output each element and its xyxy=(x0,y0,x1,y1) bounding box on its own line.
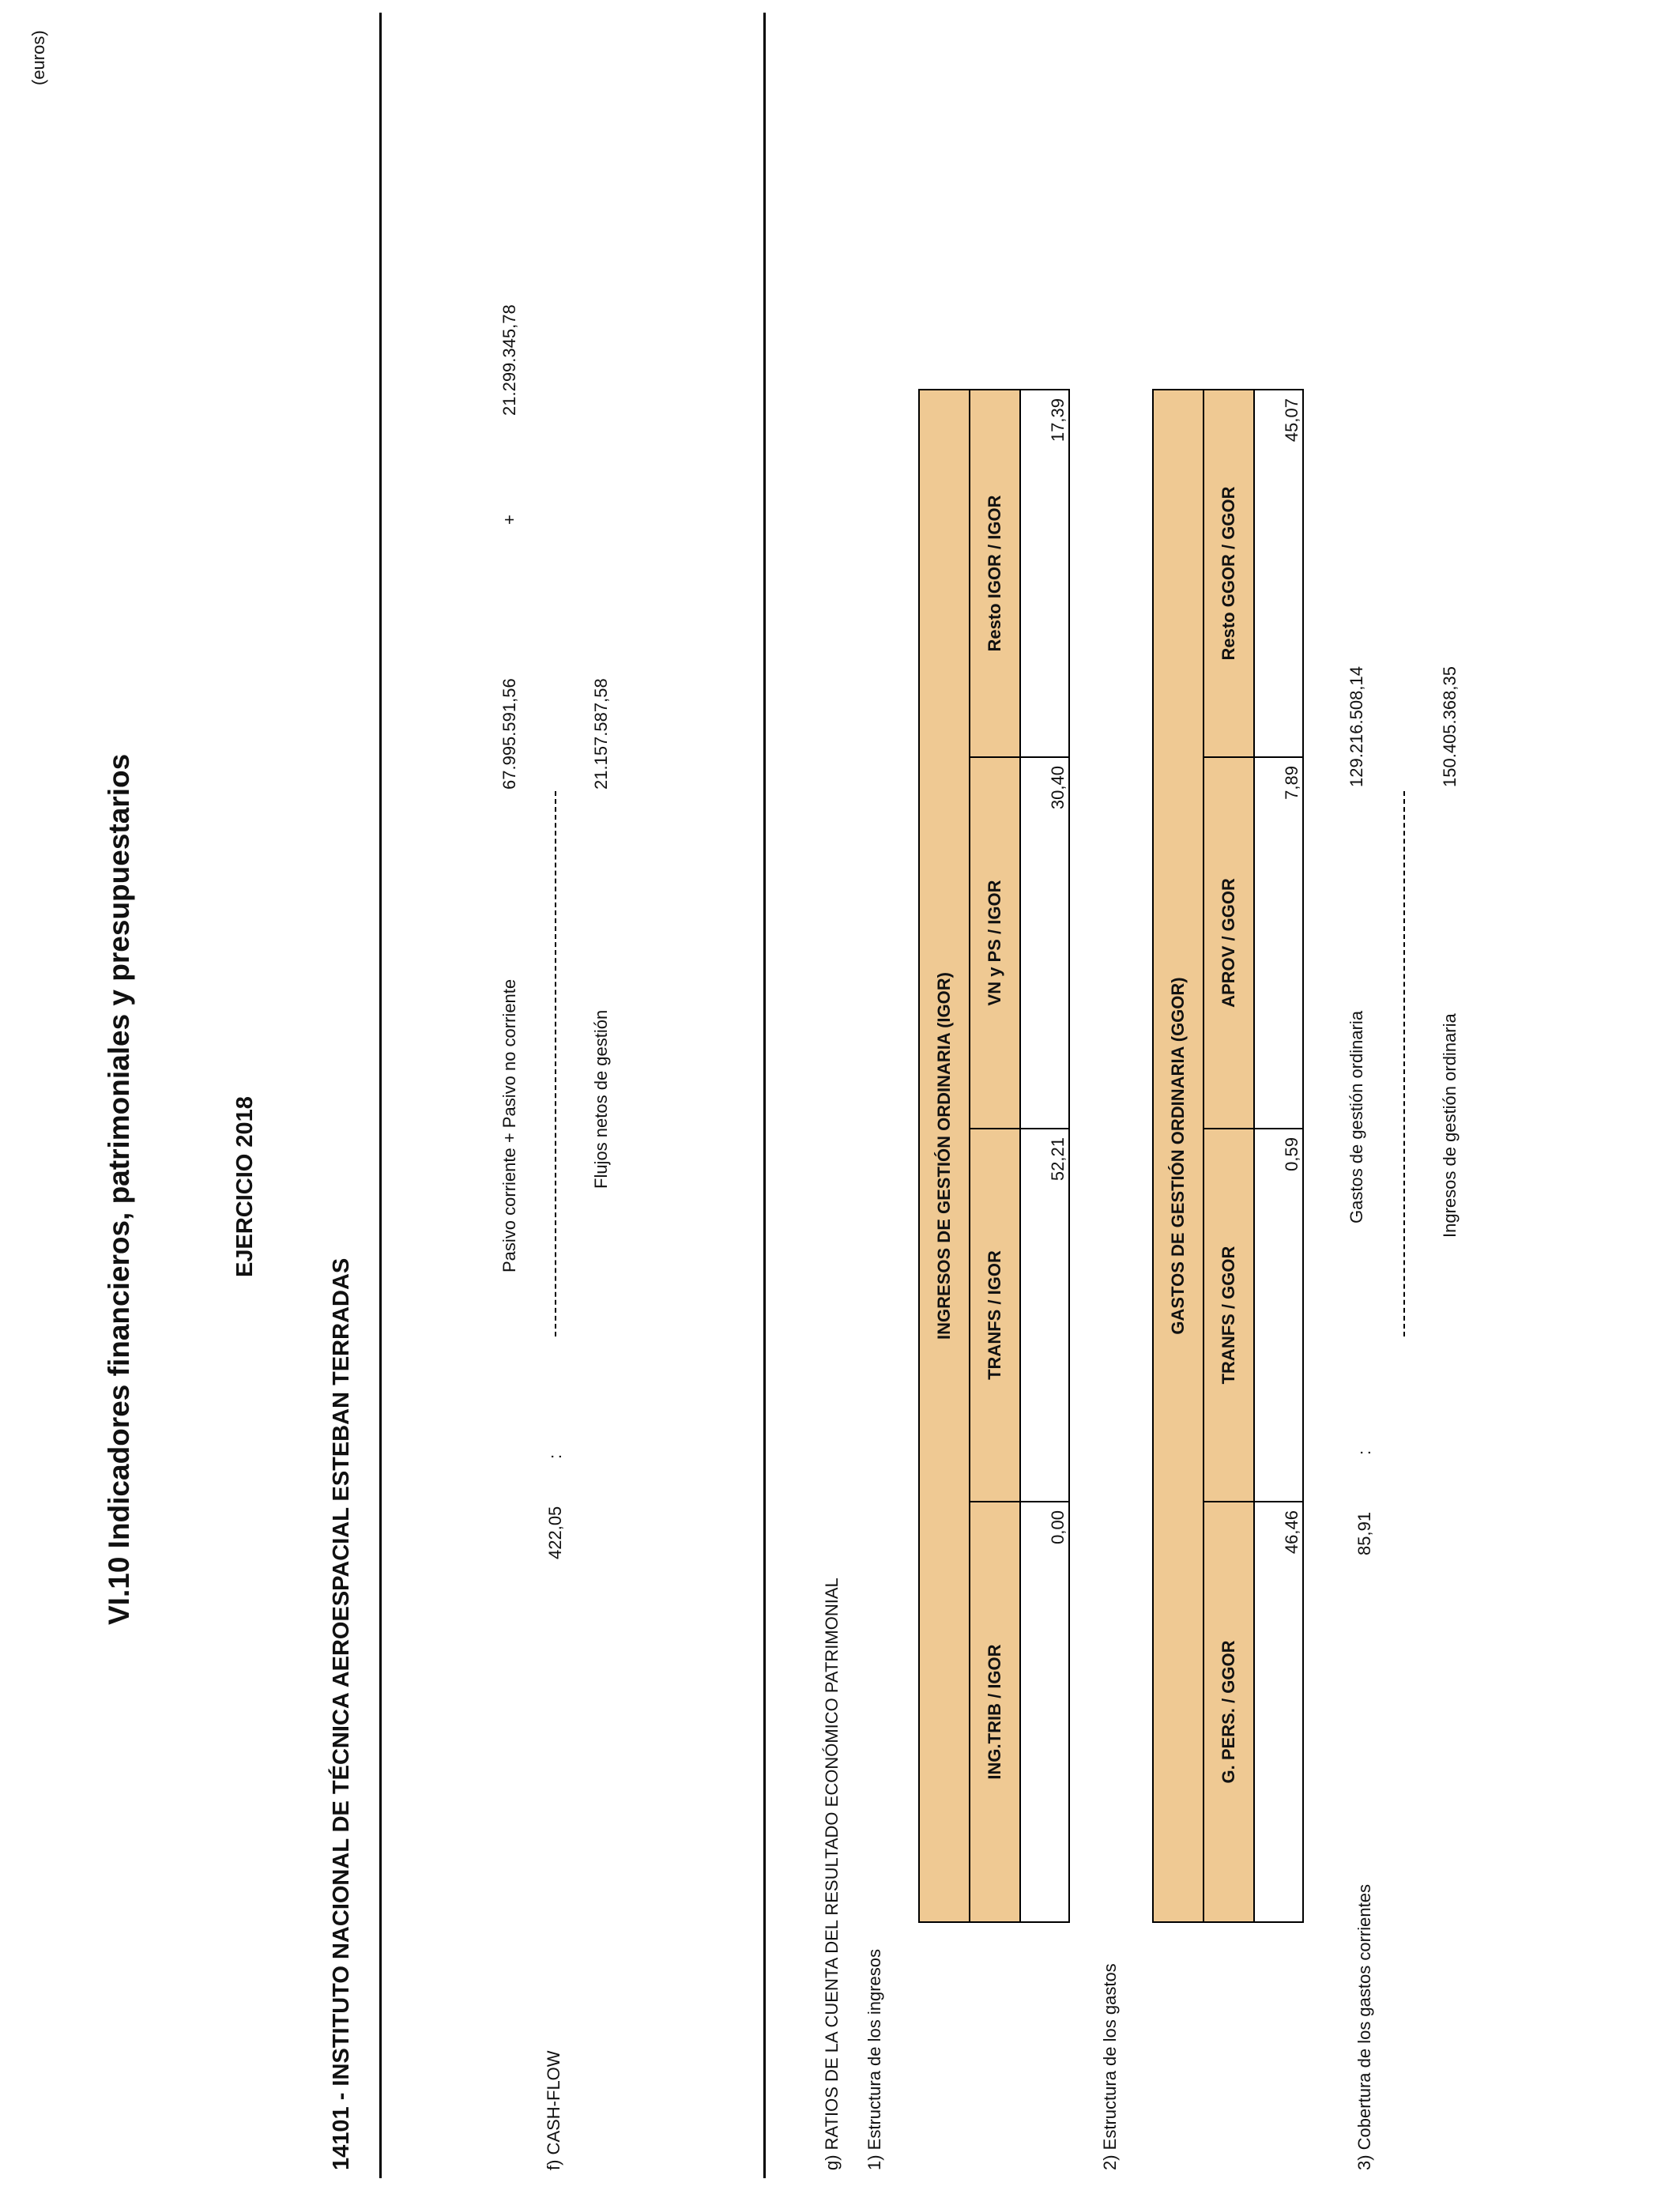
income-col-resto: Resto IGOR / IGOR xyxy=(970,390,1020,757)
expense-value-resto: 45,07 xyxy=(1254,390,1303,757)
expense-value-aprov: 7,89 xyxy=(1254,757,1303,1129)
expense-col-aprov: APROV / GGOR xyxy=(1203,757,1254,1129)
income-value-ing-trib: 0,00 xyxy=(1020,1502,1069,1922)
cash-flow-numerator-b: 21.299.345,78 xyxy=(499,304,519,416)
coverage-fraction-line xyxy=(1403,791,1405,1336)
exercise-year: EJERCICIO 2018 xyxy=(232,1096,258,1277)
income-col-ing-trib: ING.TRIB / IGOR xyxy=(970,1502,1020,1922)
header-rule xyxy=(379,13,382,2178)
cash-flow-numerator-label: Pasivo corriente + Pasivo no corriente xyxy=(499,978,519,1272)
expense-structure-table xyxy=(1152,389,1304,1923)
section-rule xyxy=(763,13,766,2178)
coverage-label: 3) Cobertura de los gastos corrientes xyxy=(1354,1884,1374,2170)
ratios-section-title: g) RATIOS DE LA CUENTA DEL RESULTADO ECONÓMICO PATRIMONIAL xyxy=(822,1578,842,2170)
expense-group-header: GASTOS DE GESTIÓN ORDINARIA (GGOR) xyxy=(1153,390,1203,1922)
expense-value-g-pers: 46,46 xyxy=(1254,1502,1303,1922)
cash-flow-value: 422,05 xyxy=(545,1506,565,1559)
cash-flow-numerator-a: 67.995.591,56 xyxy=(499,678,519,790)
coverage-numerator-label: Gastos de gestión ordinaria xyxy=(1347,1010,1366,1223)
coverage-numerator-value: 129.216.508,14 xyxy=(1347,666,1366,787)
expense-col-g-pers: G. PERS. / GGOR xyxy=(1203,1502,1254,1922)
coverage-colon: : xyxy=(1354,1449,1374,1455)
income-structure-label: 1) Estructura de los ingresos xyxy=(864,1948,884,2170)
cash-flow-denominator-label: Flujos netos de gestión xyxy=(591,1009,611,1189)
income-value-tranfs: 52,21 xyxy=(1020,1129,1069,1502)
cash-flow-fraction-line xyxy=(555,791,556,1336)
income-col-vn-ps: VN y PS / IGOR xyxy=(970,757,1020,1129)
page-title: VI.10 Indicadores financieros, patrimoniales y presupuestarios xyxy=(103,753,135,1625)
income-group-header: INGRESOS DE GESTIÓN ORDINARIA (IGOR) xyxy=(919,390,970,1922)
cash-flow-label: f) CASH-FLOW xyxy=(544,2050,563,2170)
cash-flow-colon: : xyxy=(545,1453,565,1459)
cash-flow-plus: + xyxy=(499,515,519,525)
coverage-denominator-value: 150.405.368,35 xyxy=(1440,666,1460,787)
income-value-vn-ps: 30,40 xyxy=(1020,757,1069,1129)
currency-note: (euros) xyxy=(28,30,48,85)
expense-structure-label: 2) Estructura de los gastos xyxy=(1100,1963,1120,2170)
coverage-denominator-label: Ingresos de gestión ordinaria xyxy=(1440,1013,1460,1238)
expense-value-tranfs: 0,59 xyxy=(1254,1129,1303,1502)
expense-col-tranfs: TRANFS / GGOR xyxy=(1203,1129,1254,1502)
entity-name: 14101 - INSTITUTO NACIONAL DE TÉCNICA AEROESPACIAL ESTEBAN TERRADAS xyxy=(329,1257,354,2170)
coverage-value: 85,91 xyxy=(1354,1511,1374,1555)
income-col-tranfs: TRANFS / IGOR xyxy=(970,1129,1020,1502)
income-value-resto: 17,39 xyxy=(1020,390,1069,757)
income-structure-table xyxy=(918,389,1070,1923)
expense-col-resto: Resto GGOR / GGOR xyxy=(1203,390,1254,757)
cash-flow-denominator-value: 21.157.587,58 xyxy=(591,678,611,790)
